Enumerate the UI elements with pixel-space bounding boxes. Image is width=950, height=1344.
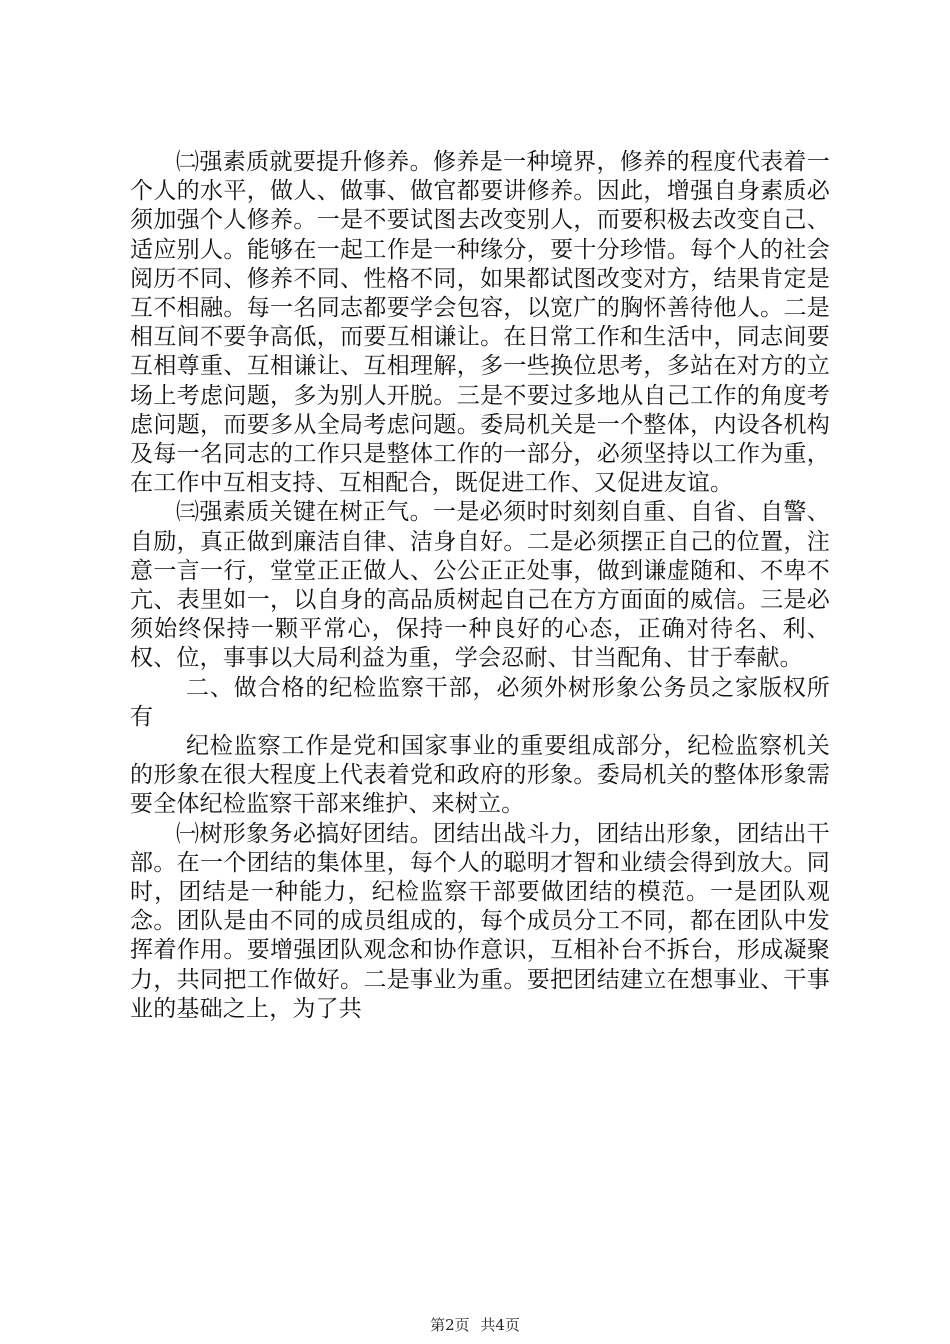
page-number: 第2页 bbox=[430, 1316, 470, 1334]
document-body bbox=[130, 148, 830, 1024]
paragraph-unity: ㈠树形象务必搞好团结。团结出战斗力，团结出形象，团结出干部。在一个团结的集体里，每个人的聪明才智和业绩会得到放大。同时，团结是一种能力，纪检监察干部要做团结的模范。一是团队观念。团队是由不同的成员组成的，每个成员分工不同，都在团队中发挥着作用。要增强团队观念和协作意识，互相补台不拆台，形成凝聚力，共同把工作做好。二是事业为重。要把团结建立在想事业、干事业的基础之上，为了共 bbox=[130, 820, 830, 1022]
page-total: 共4页 bbox=[480, 1316, 520, 1334]
paragraph-cultivation: ㈡强素质就要提升修养。修养是一种境界，修养的程度代表着一个人的水平，做人、做事、做官都要讲修养。因此，增强自身素质必须加强个人修养。一是不要试图去改变别人，而要积极去改变自己、适应别人。能够在一起工作是一种缘分，要十分珍惜。每个人的社会阅历不同、修养不同、性格不同，如果都试图改变对方，结果肯定是互不相融。每一名同志都要学会包容，以宽广的胸怀善待他人。二是相互间不要争高低，而要互相谦让。在日常工作和生活中，同志间要互相尊重、互相谦让、互相理解，多一些换位思考，多站在对方的立场上考虑问题，多为别人开脱。三是不要过多地从自己工作的角度考虑问题，而要多从全局考虑问题。委局机关是一个整体，内设各机构及每一名同志的工作只是整体工作的一部分，必须坚持以工作为重，在工作中互相支持、互相配合，既促进工作、又促进友谊。 bbox=[130, 149, 830, 497]
section-heading-image: 二、做合格的纪检监察干部，必须外树形象公务员之家版权所有 bbox=[130, 674, 830, 730]
paragraph-integrity: ㈢强素质关键在树正气。一是必须时时刻刻自重、自省、自警、自励，真正做到廉洁自律、洁身自好。二是必须摆正自己的位置，注意一言一行，堂堂正正做人、公公正正处事，做到谦虚随和、不卑不亢、表里如一，以自身的高品质树起自己在方方面面的威信。三是必须始终保持一颗平常心，保持一种良好的心态，正确对待名、利、权、位，事事以大局利益为重，学会忍耐、甘当配角、甘于奉献。 bbox=[130, 499, 830, 672]
paragraph-image-intro: 纪检监察工作是党和国家事业的重要组成部分，纪检监察机关的形象在很大程度上代表着党和政府的形象。委局机关的整体形象需要全体纪检监察干部来维护、来树立。 bbox=[130, 733, 830, 818]
page-footer bbox=[0, 1314, 950, 1335]
